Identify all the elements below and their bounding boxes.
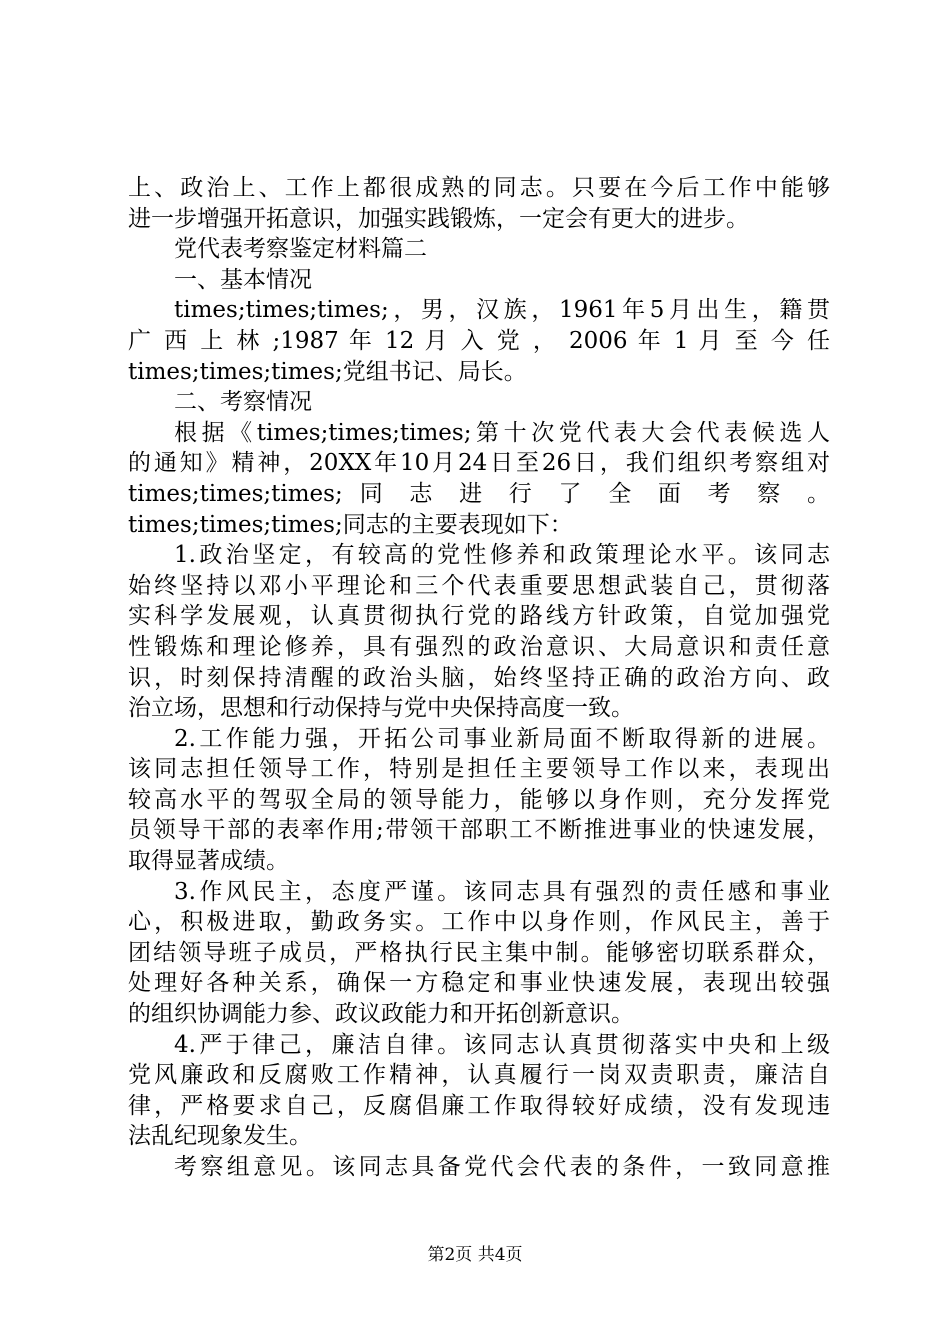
text-line: times;times;times;同志的主要表现如下：	[128, 511, 573, 538]
text-line: 取得显著成绩。	[128, 848, 289, 875]
text-line: 2.工作能力强，开拓公司事业新局面不断取得新的进展。	[174, 725, 830, 752]
text-line: 较高水平的驾驭全局的领导能力，能够以身作则，充分发挥党	[128, 786, 830, 813]
text-line: 一、基本情况	[174, 266, 312, 293]
text-line: 律，严格要求自己，反腐倡廉工作取得较好成绩，没有发现违	[128, 1092, 830, 1119]
text-line: 始终坚持以邓小平理论和三个代表重要思想武装自己，贯彻落	[128, 572, 830, 599]
text-line: times;times;times;，男，汉族，1961年5月出生，籍贯	[174, 297, 830, 324]
text-line: 治立场，思想和行动保持与党中央保持高度一致。	[128, 695, 634, 722]
text-line: 考察组意见。该同志具备党代会代表的条件，一致同意推	[174, 1154, 830, 1180]
text-line: 1.政治坚定，有较高的党性修养和政策理论水平。该同志	[174, 542, 830, 569]
page-footer: 第2页 共4页	[427, 1245, 523, 1265]
text-line: 团结领导班子成员，严格执行民主集中制。能够密切联系群众，	[128, 939, 830, 966]
text-line: 3.作风民主，态度严谨。该同志具有强烈的责任感和事业	[174, 878, 830, 905]
text-line: 实科学发展观，认真贯彻执行党的路线方针政策，自觉加强党	[128, 603, 830, 630]
text-line: 广 西 上 林 ;1987 年 12 月 入 党 ， 2006 年 1 月 至 今 任	[128, 327, 830, 354]
text-line: times;times;times;党组书记、局长。	[128, 358, 527, 385]
document-body	[128, 173, 830, 1183]
text-line: 二、考察情况	[174, 389, 312, 416]
text-line: 的组织协调能力参、政议政能力和开拓创新意识。	[128, 1001, 634, 1028]
text-line: 上、政治上、工作上都很成熟的同志。只要在今后工作中能够	[128, 175, 830, 201]
text-line: 的通知》精神，20XX年10月24日至26日，我们组织考察组对	[128, 450, 830, 477]
text-line: 法乱纪现象发生。	[128, 1123, 312, 1150]
text-line: 党代表考察鉴定材料篇二	[174, 236, 427, 263]
text-line: 该同志担任领导工作，特别是担任主要领导工作以来，表现出	[128, 756, 830, 783]
text-line: 4.严于律己，廉洁自律。该同志认真贯彻落实中央和上级	[174, 1031, 830, 1058]
text-line: times;times;times; 同 志 进 行 了 全 面 考 察 。	[128, 480, 830, 507]
text-line: 识，时刻保持清醒的政治头脑，始终坚持正确的政治方向、政	[128, 664, 830, 691]
text-line: 根据《times;times;times;第十次党代表大会代表候选人	[174, 419, 830, 446]
text-line: 心，积极进取，勤政务实。工作中以身作则，作风民主，善于	[128, 909, 830, 936]
text-line: 党风廉政和反腐败工作精神，认真履行一岗双责职责，廉洁自	[128, 1062, 830, 1089]
text-line: 性锻炼和理论修养，具有强烈的政治意识、大局意识和责任意	[128, 633, 830, 660]
text-line: 进一步增强开拓意识，加强实践锻炼，一定会有更大的进步。	[128, 205, 749, 232]
text-line: 员领导干部的表率作用;带领干部职工不断推进事业的快速发展，	[128, 817, 830, 844]
text-line: 处理好各种关系，确保一方稳定和事业快速发展，表现出较强	[128, 970, 830, 997]
